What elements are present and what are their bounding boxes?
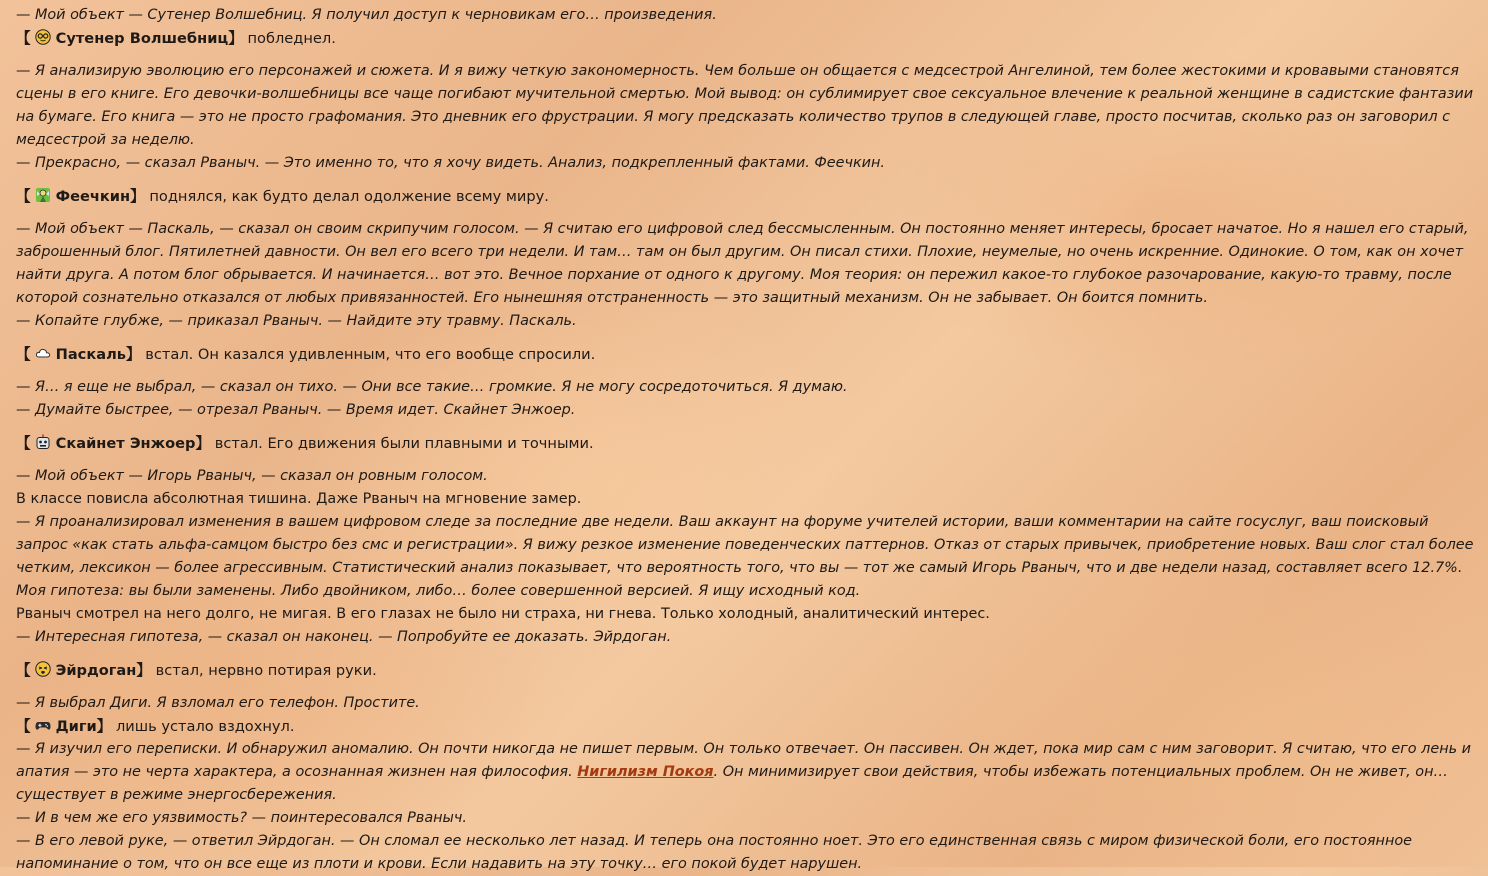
paragraph: — Мой объект — Паскаль, — сказал он своим скрипучим голосом. — Я считаю его цифровой след бессмысленным. Он постоянно меняет интересы, бросает начатое. Но я нашел его старый, заброшенный блог. Пятилетней давности. Он вел его всего три недели. И там… там он был другим. Он писал стихи. Плохие, неумелые, но очень искренние. Одинокие. О том, как он хочет найти друга. А потом блог обрывается. И начинается… вот это. Вечное порхание от одного к другому. Моя теория: он пережил какое-то глубокое разочарование, какую-то травму, после которой сознательно отказался от любых привязанностей. Его нынешняя отстраненность — это защитный механизм. Он не забывает. Он боится помнить.: [16, 221, 1469, 306]
paragraph: — Я… я еще не выбрал, — сказал он тихо. — Они все такие… громкие. Я не могу сосредоточиться. Я думаю.: [16, 379, 848, 395]
character-action: лишь устало вздохнул.: [115, 718, 295, 735]
paragraph: — И в чем же его уязвимость? — поинтересовался Рваныч.: [16, 810, 467, 826]
face-with-glasses-icon: [35, 29, 51, 45]
paragraph: — Мой объект — Игорь Рваныч, — сказал он ровным голосом.: [16, 468, 488, 484]
nihilism-term-link[interactable]: Нигилизм Покоя: [577, 764, 714, 780]
paragraph: — Думайте быстрее, — отрезал Рваныч. — Время идет. Скайнет Энжоер.: [16, 402, 576, 418]
character-line: [16, 715, 1474, 738]
cloud-icon: [35, 345, 51, 361]
paragraph-text: — Я изучил его переписки. И обнаружил аномалию. Он почти никогда не пишет первым. Он только отвечает. Он пассивен. Он ждет, пока мир сам с ним заговорит. Я считаю, что его лень и апатия — это не черта характера, а осознанная жизнен ная философия.: [16, 741, 1472, 780]
character-line: [16, 432, 1474, 455]
robot-face-icon: [35, 434, 51, 450]
character-line: [16, 659, 1474, 682]
paragraph: — Прекрасно, — сказал Рваныч. — Это именно то, что я хочу видеть. Анализ, подкрепленный фактами. Феечкин.: [16, 155, 885, 171]
character-action: побледнел.: [247, 30, 336, 47]
character-line: [16, 185, 1474, 208]
bracket-close: 】: [195, 435, 211, 452]
character-name: Сутенер Волшебниц: [55, 30, 229, 47]
bracket-close: 】: [96, 718, 112, 735]
story-text: [16, 4, 1474, 876]
character-action: поднялся, как будто делал одолжение всему миру.: [149, 188, 549, 205]
character-action: встал. Он казался удивленным, что его вообще спросили.: [145, 346, 596, 363]
paragraph: — Копайте глубже, — приказал Рваныч. — Найдите эту травму. Паскаль.: [16, 313, 577, 329]
bracket-open: 【: [16, 662, 31, 679]
fairy-icon: [35, 187, 51, 203]
gamepad-icon: [35, 717, 51, 733]
character-name: Эйрдоган: [55, 662, 137, 679]
character-name: Диги: [55, 718, 97, 735]
bracket-close: 】: [228, 30, 243, 47]
bracket-open: 【: [16, 346, 31, 363]
bracket-open: 【: [16, 30, 31, 47]
paragraph: Рваныч смотрел на него долго, не мигая. В его глазах не было ни страха, ни гнева. Только холодный, аналитический интерес.: [16, 606, 990, 622]
paragraph: [16, 738, 1474, 807]
paragraph: В классе повисла абсолютная тишина. Даже Рваныч на мгновение замер.: [16, 491, 582, 507]
paragraph: — Я выбрал Диги. Я взломал его телефон. Простите.: [16, 695, 420, 711]
bracket-close: 】: [126, 346, 141, 363]
bracket-close: 】: [136, 662, 151, 679]
paragraph: — В его левой руке, — ответил Эйрдоган. — Он сломал ее несколько лет назад. И теперь она постоянно ноет. Это его единственная связь с миром физической боли, его постоянное напоминание о том, что он все еще из плоти и крови. Если надавить на эту точку… его покой будет нарушен.: [16, 833, 1413, 872]
paragraph: — Интересная гипотеза, — сказал он наконец. — Попробуйте ее доказать. Эйрдоган.: [16, 629, 672, 645]
paragraph: — Мой объект — Сутенер Волшебниц. Я получил доступ к черновикам его… произведения.: [16, 7, 717, 23]
character-name: Паскаль: [55, 346, 126, 363]
character-line: [16, 27, 1474, 50]
bracket-close: 】: [130, 188, 145, 205]
bracket-open: 【: [16, 435, 31, 452]
paragraph: — Я проанализировал изменения в вашем цифровом следе за последние две недели. Ваш аккаунт на форуме учителей истории, ваши комментарии на сайте госуслуг, ваш поисковый запрос «как стать альфа-самцом быстро без смс и регистрации». Я вижу резкое изменение поведенческих паттернов. Отказ от старых привычек, приобретение новых. Ваш слог стал более четким, лексикон — более агрессивным. Статистический анализ показывает, что вероятность того, что вы — тот же самый Игорь Рваныч, что и две недели назад, составляет всего 12.7%. Моя гипотеза: вы были заменены. Либо двойником, либо… более совершенной версией. Я ищу исходный код.: [16, 514, 1474, 599]
bracket-open: 【: [16, 718, 31, 735]
dizzy-face-icon: [35, 661, 51, 677]
character-name: Феечкин: [55, 188, 131, 205]
character-name: Скайнет Энжоер: [55, 435, 196, 452]
bracket-open: 【: [16, 188, 31, 205]
character-action: встал, нервно потирая руки.: [155, 662, 377, 679]
character-action: встал. Его движения были плавными и точными.: [214, 435, 594, 452]
paragraph-text: . Он минимизирует свои действия, чтобы избежать потенциальных проблем. Он не живет, он… существует в режиме энергосбережения.: [16, 764, 1448, 803]
character-line: [16, 343, 1474, 366]
paragraph: — Я анализирую эволюцию его персонажей и сюжета. И я вижу четкую закономерность. Чем больше он общается с медсестрой Ангелиной, тем более жестокими и кровавыми становятся сцены в его книге. Его девочки-волшебницы все чаще погибают мучительной смертью. Мой вывод: он сублимирует свое сексуальное влечение к реальной женщине в садистские фантазии на бумаге. Его книга — это не просто графомания. Это дневник его фрустрации. Я могу предсказать количество трупов в следующей главе, просто посчитав, сколько раз он заговорил с медсестрой за неделю.: [16, 63, 1474, 148]
